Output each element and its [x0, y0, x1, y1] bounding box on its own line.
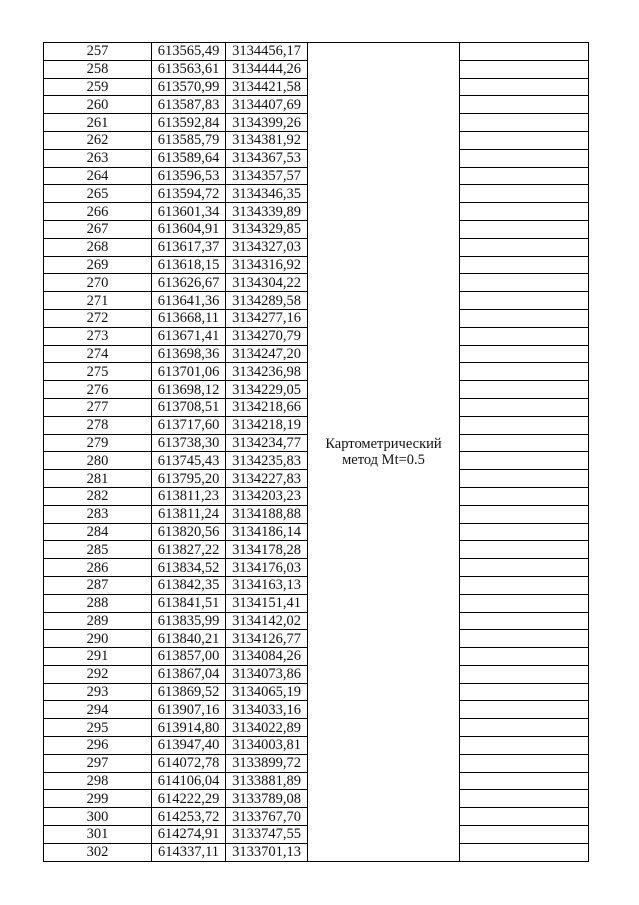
x-coordinate-cell: 613947,40 [152, 737, 226, 755]
y-coordinate-cell: 3134188,88 [226, 505, 308, 523]
empty-cell [460, 203, 589, 221]
x-coordinate-cell: 613708,51 [152, 398, 226, 416]
empty-cell [460, 754, 589, 772]
empty-cell [460, 772, 589, 790]
x-coordinate-cell: 613698,12 [152, 381, 226, 399]
y-coordinate-cell: 3134367,53 [226, 149, 308, 167]
empty-cell [460, 149, 589, 167]
x-coordinate-cell: 613565,49 [152, 43, 226, 61]
y-coordinate-cell: 3134339,89 [226, 203, 308, 221]
point-number-cell: 259 [44, 78, 152, 96]
empty-cell [460, 114, 589, 132]
empty-cell [460, 274, 589, 292]
y-coordinate-cell: 3134229,05 [226, 381, 308, 399]
y-coordinate-cell: 3134227,83 [226, 470, 308, 488]
point-number-cell: 291 [44, 648, 152, 666]
point-number-cell: 267 [44, 220, 152, 238]
y-coordinate-cell: 3134033,16 [226, 701, 308, 719]
y-coordinate-cell: 3134327,03 [226, 238, 308, 256]
empty-cell [460, 292, 589, 310]
point-number-cell: 286 [44, 559, 152, 577]
table-row [44, 43, 589, 61]
x-coordinate-cell: 613914,80 [152, 719, 226, 737]
point-number-cell: 287 [44, 576, 152, 594]
empty-cell [460, 523, 589, 541]
empty-cell [460, 683, 589, 701]
y-coordinate-cell: 3134329,85 [226, 220, 308, 238]
x-coordinate-cell: 613841,51 [152, 594, 226, 612]
y-coordinate-cell: 3134444,26 [226, 60, 308, 78]
y-coordinate-cell: 3134247,20 [226, 345, 308, 363]
x-coordinate-cell: 613795,20 [152, 470, 226, 488]
point-number-cell: 285 [44, 541, 152, 559]
x-coordinate-cell: 614253,72 [152, 808, 226, 826]
empty-cell [460, 826, 589, 844]
x-coordinate-cell: 613563,61 [152, 60, 226, 78]
coordinates-table [43, 42, 589, 862]
y-coordinate-cell: 3133789,08 [226, 790, 308, 808]
x-coordinate-cell: 613592,84 [152, 114, 226, 132]
point-number-cell: 276 [44, 381, 152, 399]
y-coordinate-cell: 3134176,03 [226, 559, 308, 577]
point-number-cell: 262 [44, 131, 152, 149]
x-coordinate-cell: 613604,91 [152, 220, 226, 238]
empty-cell [460, 185, 589, 203]
point-number-cell: 279 [44, 434, 152, 452]
y-coordinate-cell: 3133881,89 [226, 772, 308, 790]
y-coordinate-cell: 3134304,22 [226, 274, 308, 292]
empty-cell [460, 309, 589, 327]
point-number-cell: 295 [44, 719, 152, 737]
y-coordinate-cell: 3134277,16 [226, 309, 308, 327]
point-number-cell: 299 [44, 790, 152, 808]
empty-cell [460, 434, 589, 452]
y-coordinate-cell: 3134203,23 [226, 487, 308, 505]
x-coordinate-cell: 613668,11 [152, 309, 226, 327]
point-number-cell: 280 [44, 452, 152, 470]
empty-cell [460, 416, 589, 434]
y-coordinate-cell: 3134073,86 [226, 665, 308, 683]
point-number-cell: 296 [44, 737, 152, 755]
point-number-cell: 284 [44, 523, 152, 541]
y-coordinate-cell: 3134289,58 [226, 292, 308, 310]
point-number-cell: 263 [44, 149, 152, 167]
point-number-cell: 297 [44, 754, 152, 772]
y-coordinate-cell: 3134234,77 [226, 434, 308, 452]
x-coordinate-cell: 613869,52 [152, 683, 226, 701]
x-coordinate-cell: 613745,43 [152, 452, 226, 470]
method-text-line: метод Mt=0.5 [342, 451, 425, 468]
y-coordinate-cell: 3134399,26 [226, 114, 308, 132]
point-number-cell: 298 [44, 772, 152, 790]
y-coordinate-cell: 3133747,55 [226, 826, 308, 844]
y-coordinate-cell: 3134084,26 [226, 648, 308, 666]
point-number-cell: 293 [44, 683, 152, 701]
y-coordinate-cell: 3133767,70 [226, 808, 308, 826]
y-coordinate-cell: 3134456,17 [226, 43, 308, 61]
point-number-cell: 260 [44, 96, 152, 114]
y-coordinate-cell: 3134381,92 [226, 131, 308, 149]
point-number-cell: 270 [44, 274, 152, 292]
x-coordinate-cell: 613811,23 [152, 487, 226, 505]
empty-cell [460, 96, 589, 114]
x-coordinate-cell: 614222,29 [152, 790, 226, 808]
point-number-cell: 257 [44, 43, 152, 61]
y-coordinate-cell: 3134218,19 [226, 416, 308, 434]
empty-cell [460, 398, 589, 416]
empty-cell [460, 648, 589, 666]
point-number-cell: 301 [44, 826, 152, 844]
empty-cell [460, 78, 589, 96]
point-number-cell: 274 [44, 345, 152, 363]
x-coordinate-cell: 613834,52 [152, 559, 226, 577]
method-cell [308, 43, 460, 862]
x-coordinate-cell: 613738,30 [152, 434, 226, 452]
x-coordinate-cell: 614274,91 [152, 826, 226, 844]
point-number-cell: 272 [44, 309, 152, 327]
x-coordinate-cell: 613857,00 [152, 648, 226, 666]
x-coordinate-cell: 613698,36 [152, 345, 226, 363]
point-number-cell: 300 [44, 808, 152, 826]
method-text-line: Картометрический [325, 435, 442, 452]
x-coordinate-cell: 614072,78 [152, 754, 226, 772]
empty-cell [460, 238, 589, 256]
x-coordinate-cell: 613570,99 [152, 78, 226, 96]
y-coordinate-cell: 3134270,79 [226, 327, 308, 345]
empty-cell [460, 737, 589, 755]
empty-cell [460, 559, 589, 577]
empty-cell [460, 256, 589, 274]
x-coordinate-cell: 613596,53 [152, 167, 226, 185]
y-coordinate-cell: 3134357,57 [226, 167, 308, 185]
point-number-cell: 271 [44, 292, 152, 310]
empty-cell [460, 808, 589, 826]
point-number-cell: 290 [44, 630, 152, 648]
empty-cell [460, 701, 589, 719]
point-number-cell: 278 [44, 416, 152, 434]
x-coordinate-cell: 613907,16 [152, 701, 226, 719]
empty-cell [460, 594, 589, 612]
empty-cell [460, 630, 589, 648]
empty-cell [460, 220, 589, 238]
point-number-cell: 283 [44, 505, 152, 523]
point-number-cell: 261 [44, 114, 152, 132]
y-coordinate-cell: 3134126,77 [226, 630, 308, 648]
empty-cell [460, 60, 589, 78]
y-coordinate-cell: 3134142,02 [226, 612, 308, 630]
y-coordinate-cell: 3133701,13 [226, 843, 308, 861]
point-number-cell: 268 [44, 238, 152, 256]
empty-cell [460, 541, 589, 559]
x-coordinate-cell: 613589,64 [152, 149, 226, 167]
empty-cell [460, 665, 589, 683]
point-number-cell: 275 [44, 363, 152, 381]
point-number-cell: 265 [44, 185, 152, 203]
y-coordinate-cell: 3134163,13 [226, 576, 308, 594]
point-number-cell: 302 [44, 843, 152, 861]
y-coordinate-cell: 3134022,89 [226, 719, 308, 737]
x-coordinate-cell: 613601,34 [152, 203, 226, 221]
empty-cell [460, 790, 589, 808]
x-coordinate-cell: 614337,11 [152, 843, 226, 861]
y-coordinate-cell: 3134218,66 [226, 398, 308, 416]
empty-cell [460, 719, 589, 737]
empty-cell [460, 576, 589, 594]
empty-cell [460, 505, 589, 523]
x-coordinate-cell: 613641,36 [152, 292, 226, 310]
point-number-cell: 269 [44, 256, 152, 274]
empty-cell [460, 612, 589, 630]
empty-cell [460, 43, 589, 61]
empty-cell [460, 363, 589, 381]
x-coordinate-cell: 613827,22 [152, 541, 226, 559]
x-coordinate-cell: 613585,79 [152, 131, 226, 149]
point-number-cell: 266 [44, 203, 152, 221]
y-coordinate-cell: 3133899,72 [226, 754, 308, 772]
empty-cell [460, 167, 589, 185]
x-coordinate-cell: 613671,41 [152, 327, 226, 345]
empty-cell [460, 843, 589, 861]
point-number-cell: 273 [44, 327, 152, 345]
x-coordinate-cell: 613717,60 [152, 416, 226, 434]
x-coordinate-cell: 613626,67 [152, 274, 226, 292]
x-coordinate-cell: 613835,99 [152, 612, 226, 630]
coordinates-table-body [44, 43, 589, 862]
x-coordinate-cell: 613811,24 [152, 505, 226, 523]
empty-cell [460, 487, 589, 505]
y-coordinate-cell: 3134186,14 [226, 523, 308, 541]
y-coordinate-cell: 3134407,69 [226, 96, 308, 114]
empty-cell [460, 131, 589, 149]
point-number-cell: 294 [44, 701, 152, 719]
point-number-cell: 292 [44, 665, 152, 683]
point-number-cell: 277 [44, 398, 152, 416]
x-coordinate-cell: 613701,06 [152, 363, 226, 381]
point-number-cell: 281 [44, 470, 152, 488]
point-number-cell: 264 [44, 167, 152, 185]
x-coordinate-cell: 613587,83 [152, 96, 226, 114]
empty-cell [460, 452, 589, 470]
point-number-cell: 258 [44, 60, 152, 78]
x-coordinate-cell: 613840,21 [152, 630, 226, 648]
x-coordinate-cell: 613594,72 [152, 185, 226, 203]
x-coordinate-cell: 613617,37 [152, 238, 226, 256]
empty-cell [460, 327, 589, 345]
x-coordinate-cell: 613618,15 [152, 256, 226, 274]
y-coordinate-cell: 3134235,83 [226, 452, 308, 470]
y-coordinate-cell: 3134151,41 [226, 594, 308, 612]
y-coordinate-cell: 3134316,92 [226, 256, 308, 274]
empty-cell [460, 381, 589, 399]
y-coordinate-cell: 3134421,58 [226, 78, 308, 96]
x-coordinate-cell: 613842,35 [152, 576, 226, 594]
y-coordinate-cell: 3134178,28 [226, 541, 308, 559]
x-coordinate-cell: 614106,04 [152, 772, 226, 790]
point-number-cell: 289 [44, 612, 152, 630]
x-coordinate-cell: 613867,04 [152, 665, 226, 683]
y-coordinate-cell: 3134236,98 [226, 363, 308, 381]
empty-cell [460, 345, 589, 363]
point-number-cell: 288 [44, 594, 152, 612]
point-number-cell: 282 [44, 487, 152, 505]
x-coordinate-cell: 613820,56 [152, 523, 226, 541]
y-coordinate-cell: 3134065,19 [226, 683, 308, 701]
y-coordinate-cell: 3134003,81 [226, 737, 308, 755]
empty-cell [460, 470, 589, 488]
y-coordinate-cell: 3134346,35 [226, 185, 308, 203]
